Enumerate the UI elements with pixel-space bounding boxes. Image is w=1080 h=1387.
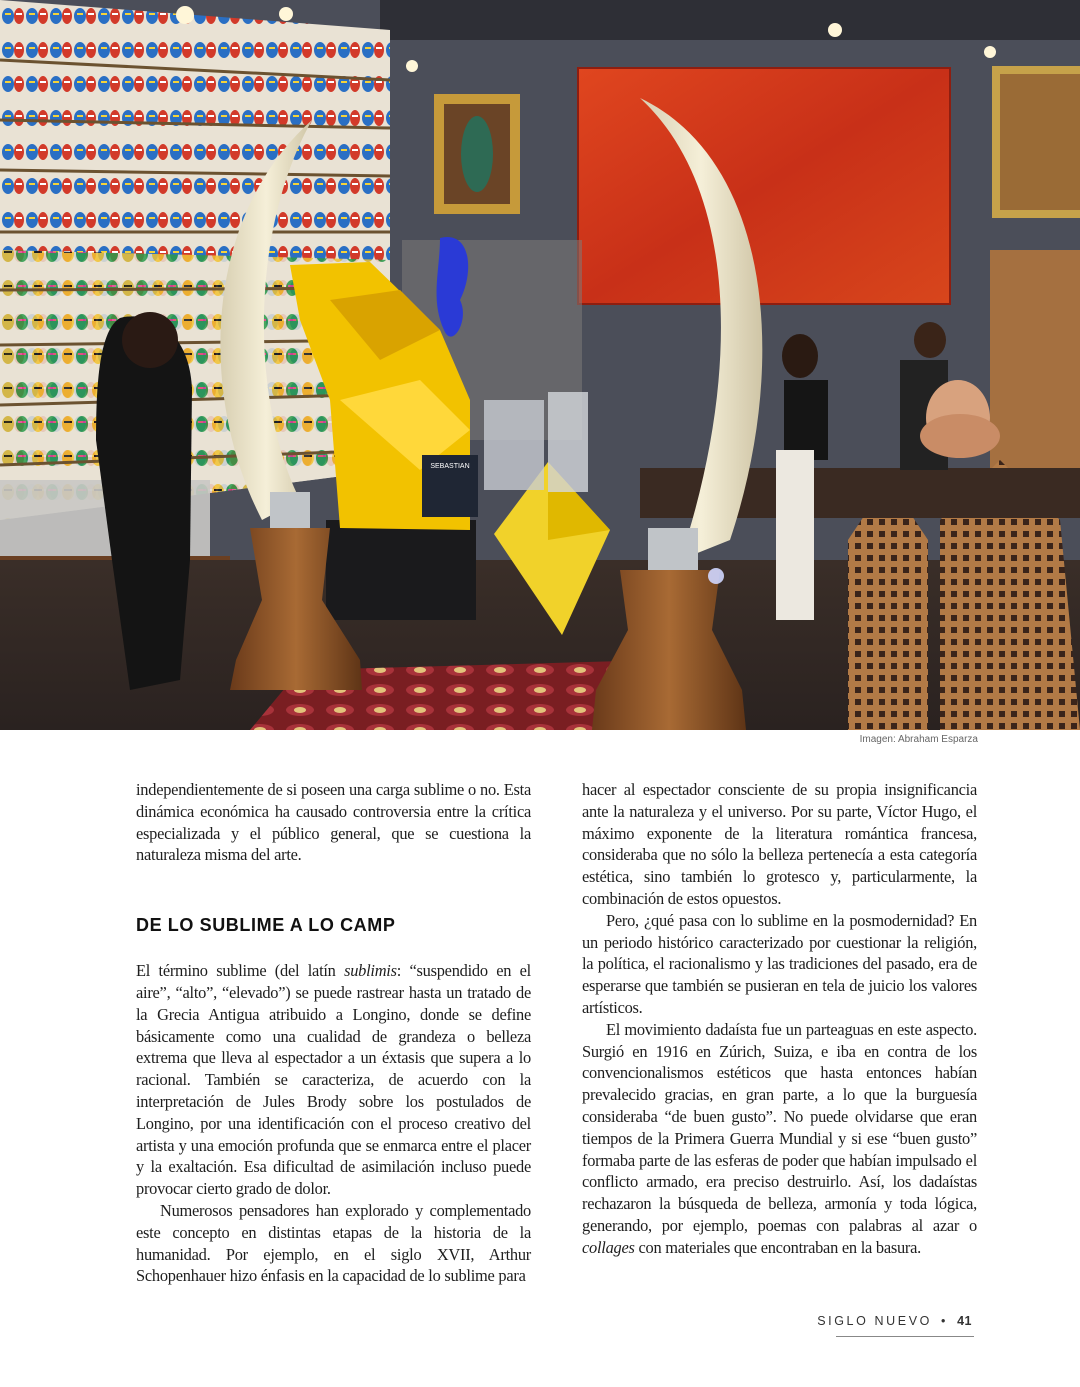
left-paragraph-2	[136, 960, 531, 1200]
right-paragraph-2: Pero, ¿qué pasa con lo sublime en la posmodernidad? En un periodo histórico caracterizado por cuestionar la religión, la política, el racionalismo y las tradiciones del pasado, era de esperarse que también se pusieran en tela de juicio los valores artísticos.	[582, 910, 977, 1017]
p3-text-after: con materiales que encontraban en la basura.	[634, 1237, 921, 1257]
section-heading: DE LO SUBLIME A LO CAMP	[136, 915, 396, 936]
left-paragraph-3: Numerosos pensadores han explorado y complementado este concepto en distintas etapas de la historia de la humanidad. Por ejemplo, en el siglo XVII, Arthur Schopenhauer hizo énfasis en la capacidad de lo sublime para	[136, 1200, 531, 1286]
p3-text-before: El movimiento dadaísta fue un parteaguas en este aspecto. Surgió en 1916 en Zúrich, Suiza, e iba en contra de los convencionalismos estéticos que hasta entonces habían prevalecido gracias, en gran parte, a lo que la burguesía consideraba “de buen gusto”. No puede olvidarse que eran tiempos de la Primera Guerra Mundial y si ese “buen gusto” formaba parte de las esferas de poder que habían impulsado el conflicto armado, era preciso destruirlo. Así, los dadaístas rechazaron la búsqueda de belleza, armonía y toda lógica, generando, por ejemplo, poemas con palabras al azar o	[582, 1019, 977, 1235]
page-number: 41	[957, 1314, 972, 1328]
p2-text-after: : “suspendido en el aire”, “alto”, “elevado”) se puede rastrear hasta un tratado de la Grecia Antigua atribuido a Longino, donde se define básicamente como una cualidad de grandeza o belleza extrema que lleva al espectador a un éxtasis que supera a lo racional. También se caracteriza, de acuerdo con la interpretación de Jules Brody sobre los postulados de Longino, por una identificación con el proceso creativo del artista y una emoción profunda que se enmarca entre el placer y la exaltación. Esa dificultad de asimilación incluso puede provocar cierto grado de dolor.	[136, 961, 531, 1199]
left-paragraph-1: independientemente de si poseen una carga sublime o no. Esta dinámica económica ha causado controversia entre la crítica especializada y el público general, que se cuestiona la naturaleza misma del arte.	[136, 780, 531, 865]
publication-name: SIGLO NUEVO	[817, 1314, 932, 1328]
p2-italic-term: sublimis	[344, 961, 397, 981]
photo-credit: Imagen: Abraham Esparza	[859, 734, 978, 745]
footer-rule	[836, 1336, 974, 1337]
sculpture-sign-text: SEBASTIAN	[430, 463, 470, 470]
right-paragraph-3	[582, 1019, 977, 1259]
p2-text-before: El término sublime (del latín	[136, 961, 345, 981]
right-column	[582, 779, 977, 1259]
page-footer	[817, 1314, 972, 1328]
p3-italic-term: collages	[582, 1237, 635, 1257]
left-column	[136, 779, 531, 1287]
right-paragraph-1: hacer al espectador consciente de su propia insignificancia ante la naturaleza y el universo. Por su parte, Víctor Hugo, el máximo exponente de la literatura romántica francesa, consideraba que no sólo la belleza pertenecía a esta categoría estética, sino también lo grotesco y, particularmente, la combinación de estos opuestos.	[582, 780, 977, 908]
footer-separator: •	[941, 1314, 949, 1328]
